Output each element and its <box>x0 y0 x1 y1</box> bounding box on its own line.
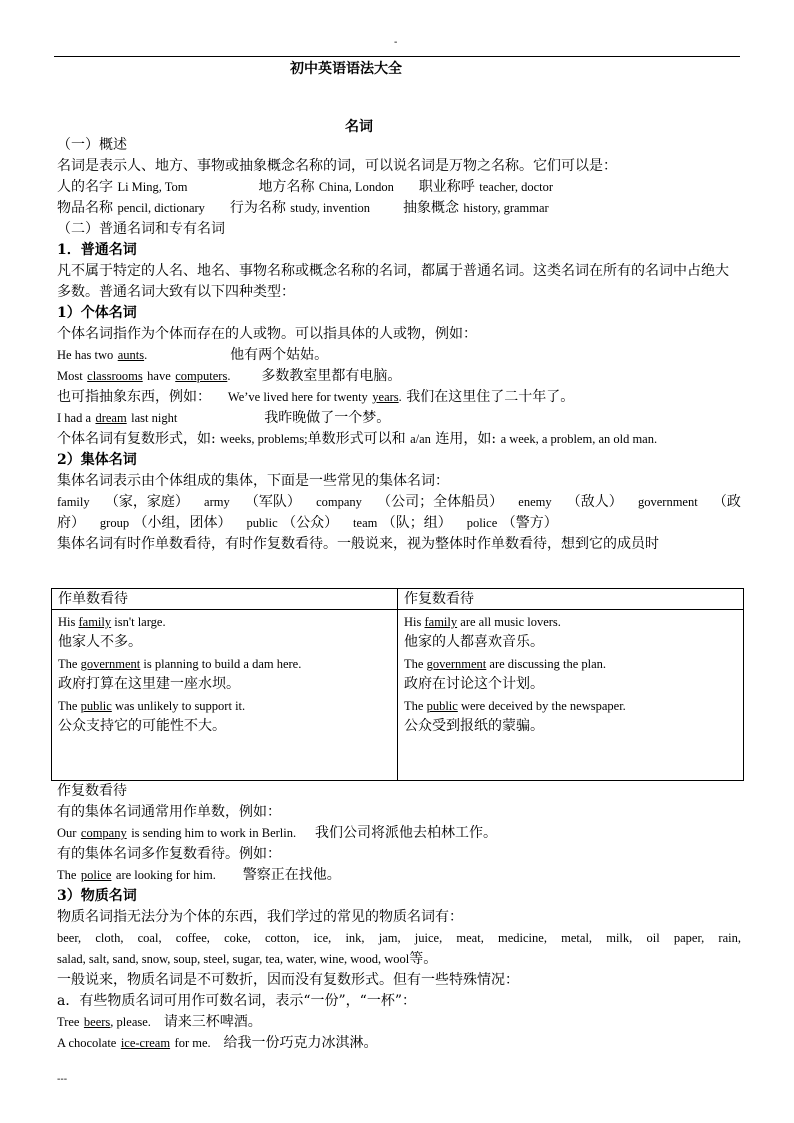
example-text: . <box>227 369 231 383</box>
example-text: A chocolate <box>57 1036 117 1050</box>
example-translation: 多数教室里都有电脑。 <box>261 368 402 384</box>
heading-individual-nouns: 1）个体名词 <box>57 305 137 321</box>
collective-noun: group <box>99 516 130 530</box>
underlined-noun: computers <box>175 369 228 383</box>
category-label: 物品名称 <box>57 200 113 216</box>
category-example: Li Ming, Tom <box>117 180 188 194</box>
material-list-line-2 <box>57 949 741 970</box>
subsection-common-proper: （二）普通名词和专有名词 <box>57 221 225 237</box>
footer-mark: --- <box>57 1074 68 1085</box>
underlined-noun: ice-cream <box>120 1036 171 1050</box>
collective-noun: government <box>637 495 698 509</box>
plural-use-note: 有的集体名词多作复数看待。例如： <box>57 846 281 862</box>
plural-column <box>398 610 744 781</box>
header-rule <box>54 56 740 57</box>
underlined-noun: classrooms <box>87 369 143 383</box>
example-translation: 我们在这里住了二十年了。 <box>406 389 575 405</box>
category-example: pencil, dictionary <box>117 201 205 215</box>
material-list-suffix: 等。 <box>409 951 438 967</box>
collective-meaning: （警方） <box>501 515 558 531</box>
table-translation: 政府在讨论这个计划。 <box>404 676 544 692</box>
note-example: a week, a problem, an old man. <box>500 432 658 446</box>
example-text: , please. <box>110 1015 151 1029</box>
after-table-note: 作复数看待 <box>57 783 127 799</box>
heading-collective-nouns: 2）集体名词 <box>57 452 137 468</box>
singular-plural-table <box>51 588 744 781</box>
material-list: salad, salt, sand, snow, soup, steel, sugar, tea, water, wine, wood, wool <box>57 952 410 966</box>
intro-paragraph: 名词是表示人、地方、事物或抽象概念名称的词，可以说名词是万物之名称。它们可以是： <box>57 158 617 174</box>
category-label: 抽象概念 <box>402 200 459 216</box>
category-example: study, invention <box>290 201 371 215</box>
table-translation: 公众受到报纸的蒙骗。 <box>404 718 544 734</box>
table-example: The public were deceived by the newspaper. <box>404 699 626 713</box>
example-text: The <box>57 868 77 882</box>
example-text: Tree <box>57 1015 80 1029</box>
example-text: have <box>147 369 171 383</box>
category-label: 职业称呼 <box>418 179 475 195</box>
collective-meaning: （家，家庭） <box>104 494 189 510</box>
collective-noun: public <box>246 516 278 530</box>
example-translation: 警察正在找他。 <box>242 867 341 883</box>
category-label: 人的名字 <box>57 179 113 195</box>
collective-list-line-2 <box>57 513 741 534</box>
note-example: weeks, problems; <box>220 432 308 446</box>
collective-meaning: （队；组） <box>381 515 452 531</box>
document-title: 初中英语语法大全 <box>290 61 402 77</box>
table-translation: 他家人不多。 <box>58 634 142 650</box>
example-line <box>57 387 741 408</box>
heading-common-nouns: 1．普通名词 <box>57 242 137 258</box>
collective-meaning: （小组，团体） <box>133 515 232 531</box>
uncountable-note: 一般说来，物质名词是不可数折，因而没有复数形式。但有一些特殊情况： <box>57 972 519 988</box>
example-line <box>57 1033 741 1054</box>
subsection-overview: （一）概述 <box>57 137 127 153</box>
example-translation: 我们公司将派他去柏林工作。 <box>315 825 498 841</box>
section-title: 名词 <box>345 119 373 135</box>
collective-noun: army <box>204 495 230 509</box>
example-text: for me. <box>174 1036 211 1050</box>
category-row-2 <box>57 198 741 219</box>
example-line <box>57 345 741 366</box>
singular-column <box>52 610 398 781</box>
category-row-1 <box>57 177 741 198</box>
table-example: The government are discussing the plan. <box>404 657 607 671</box>
underlined-noun: aunts <box>117 348 145 362</box>
table-translation: 他家的人都喜欢音乐。 <box>404 634 544 650</box>
material-nouns-desc: 物质名词指无法分为个体的东西，我们学过的常见的物质名词有： <box>57 909 463 925</box>
table-header-singular: 作单数看待 <box>52 589 398 610</box>
table-header-plural: 作复数看待 <box>398 589 744 610</box>
collective-meaning: （公司；全体船员） <box>377 494 504 510</box>
example-text: Most <box>57 369 83 383</box>
underlined-noun: years <box>372 390 399 404</box>
collective-noun: enemy <box>518 495 552 509</box>
body-text <box>57 135 741 555</box>
collective-noun: police <box>466 516 498 530</box>
example-translation: 给我一份巧克力冰淇淋。 <box>223 1035 378 1051</box>
individual-nouns-desc: 个体名词指作为个体而存在的人或物。可以指具体的人或物，例如： <box>57 326 477 342</box>
example-text: I had a <box>57 411 92 425</box>
collective-meaning: （军队） <box>244 494 301 510</box>
example-text: last night <box>131 411 178 425</box>
collective-list-line-1 <box>57 492 741 513</box>
collective-meaning: （敌人） <box>566 494 623 510</box>
example-text: He has two <box>57 348 114 362</box>
collective-meaning: 府） <box>57 515 85 531</box>
heading-material-nouns: 3）物质名词 <box>57 888 137 904</box>
table-example: The government is planning to build a dam here. <box>58 657 302 671</box>
example-text: . <box>398 390 402 404</box>
table-translation: 公众支持它的可能性不大。 <box>58 718 226 734</box>
collective-meaning: （公众） <box>282 515 339 531</box>
example-text: is sending him to work in Berlin. <box>131 826 297 840</box>
example-text: are looking for him. <box>115 868 216 882</box>
body-text-continued <box>57 781 741 1054</box>
example-line <box>57 366 741 387</box>
underlined-noun: police <box>80 868 112 882</box>
example-translation: 请来三杯啤酒。 <box>163 1014 262 1030</box>
underlined-noun: dream <box>95 411 127 425</box>
common-nouns-paragraph: 凡不属于特定的人名、地名、事物名称或概念名称的名词，都属于普通名词。这类名词在所有的名词中占绝大多数。普通名词大致有以下四种类型： <box>57 263 729 300</box>
example-text: We’ve lived here for twenty <box>227 390 368 404</box>
collective-noun: family <box>57 495 90 509</box>
collective-noun: company <box>316 495 362 509</box>
table-example: His family are all music lovers. <box>404 615 561 629</box>
category-example: China, London <box>318 180 394 194</box>
example-line <box>57 408 741 429</box>
example-text: Our <box>57 826 77 840</box>
note-text: 单数形式可以和 <box>307 431 406 447</box>
example-intro: 也可指抽象东西，例如： <box>57 389 211 405</box>
note-text: 连用，如: <box>435 431 497 447</box>
example-line <box>57 1012 741 1033</box>
plural-form-note <box>57 429 741 450</box>
material-list-line-1: beer, cloth, coal, coffee, coke, cotton, ice, ink, jam, juice, meat, medicine, metal, milk, oil paper, rain, <box>57 931 741 945</box>
table-translation: 政府打算在这里建一座水坝。 <box>58 676 240 692</box>
example-text: . <box>144 348 148 362</box>
special-case-a: a．有些物质名词可用作可数名词，表示“一份”，“一杯”： <box>57 993 416 1009</box>
collective-noun: team <box>353 516 378 530</box>
category-label: 地方名称 <box>258 179 315 195</box>
collective-meaning: （政 <box>712 494 741 510</box>
collective-nouns-desc: 集体名词表示由个体组成的集体，下面是一些常见的集体名词： <box>57 473 449 489</box>
category-example: teacher, doctor <box>479 180 554 194</box>
singular-use-note: 有的集体名词通常用作单数，例如： <box>57 804 281 820</box>
collective-number-note: 集体名词有时作单数看待，有时作复数看待。一般说来，视为整体时作单数看待，想到它的成员时 <box>57 536 659 552</box>
example-translation: 他有两个姑姑。 <box>230 347 329 363</box>
category-example: history, grammar <box>463 201 549 215</box>
note-text: 个体名词有复数形式，如: <box>57 431 216 447</box>
example-line <box>57 865 741 886</box>
underlined-noun: company <box>80 826 127 840</box>
example-translation: 我昨晚做了一个梦。 <box>264 410 391 426</box>
table-example: His family isn't large. <box>58 615 166 629</box>
category-label: 行为名称 <box>229 200 286 216</box>
note-example: a/an <box>410 432 431 446</box>
example-line <box>57 823 741 844</box>
underlined-noun: beers <box>83 1015 111 1029</box>
table-example: The public was unlikely to support it. <box>58 699 246 713</box>
header-mark: - <box>394 37 398 48</box>
